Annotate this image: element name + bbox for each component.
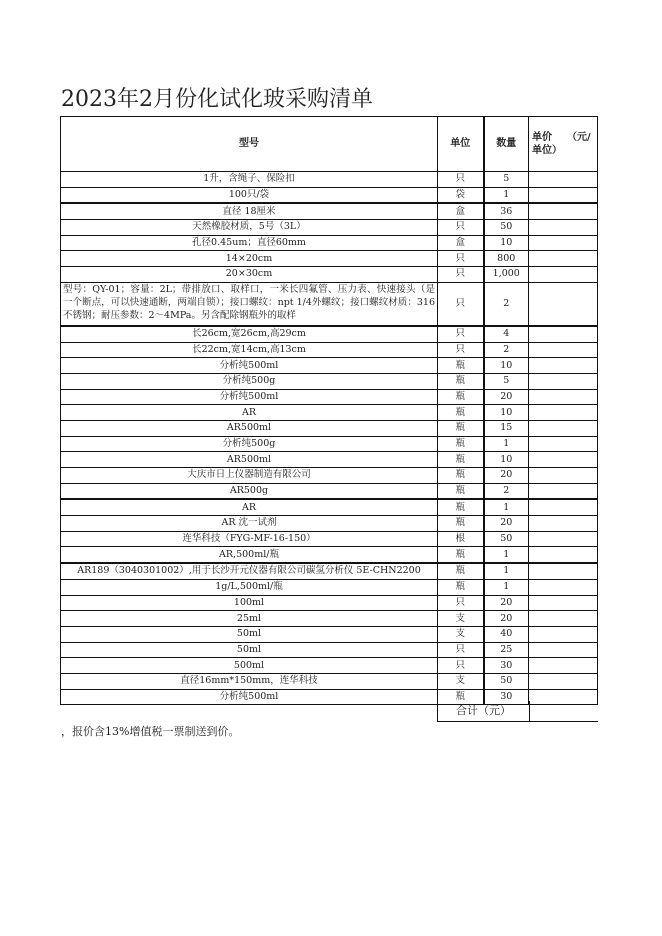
table-row [61,342,598,358]
cell-qty[interactable]: 20 [484,516,529,532]
cell-qty[interactable]: 5 [484,373,529,389]
model-text: AR189（3040301002）,用于长沙开元仪器有限公司碳氢分析仪 5E-CHN2200 [77,565,421,577]
cell-unit[interactable]: 瓶 [438,563,484,579]
model-text: 孔径0.45um；直径60mm [192,237,306,249]
model-text: 分析纯500ml [219,359,279,371]
table-row [61,547,598,563]
cell-unit[interactable]: 只 [438,220,484,236]
cell-qty[interactable]: 10 [484,235,529,251]
cell-model[interactable] [61,611,438,627]
cell-unit[interactable]: 瓶 [438,373,484,389]
cell-unit[interactable]: 瓶 [438,468,484,484]
table-row [61,531,598,547]
model-text: 直径16mm*150mm，连华科技 [180,675,318,687]
table-row [61,611,598,627]
table-row [61,405,598,421]
cell-price[interactable] [529,516,598,532]
cell-qty[interactable]: 30 [484,689,529,705]
cell-model[interactable] [61,595,438,611]
model-text: 分析纯500ml [219,390,279,402]
model-text: 1升，含绳子、保险扣 [203,173,295,185]
cell-unit[interactable]: 瓶 [438,405,484,421]
cell-price[interactable] [529,172,598,188]
model-text: 连华科技（FYG-MF-16-150） [182,533,316,545]
cell-model[interactable] [61,673,438,689]
table-row [61,563,598,579]
cell-qty[interactable]: 20 [484,595,529,611]
table-row [61,626,598,642]
cell-qty[interactable]: 800 [484,251,529,267]
cell-qty[interactable]: 2 [484,483,529,499]
model-text: 500ml [233,659,265,671]
cell-unit[interactable]: 瓶 [438,452,484,468]
model-text: AR [241,501,256,513]
cell-qty[interactable]: 1 [484,547,529,563]
model-text: 100ml [233,596,265,608]
table-row [61,595,598,611]
cell-model[interactable] [61,358,438,374]
cell-unit[interactable]: 支 [438,611,484,627]
model-text: 天然橡胶材质，5号（3L） [192,221,306,233]
cell-qty[interactable]: 4 [484,326,529,342]
table-row [61,358,598,374]
cell-unit[interactable]: 瓶 [438,579,484,595]
cell-price[interactable] [529,658,598,674]
cell-model[interactable] [61,689,438,705]
cell-price[interactable] [529,499,598,515]
cell-model[interactable] [61,420,438,436]
cell-qty[interactable]: 1,000 [484,267,529,283]
cell-qty[interactable]: 5 [484,172,529,188]
model-text: 1g/L,500ml/瓶 [215,581,283,593]
cell-price[interactable] [529,282,598,326]
cell-qty[interactable]: 30 [484,658,529,674]
cell-price[interactable] [529,642,598,658]
model-text: 长22cm,宽14cm,高13cm [192,343,306,355]
cell-unit[interactable]: 瓶 [438,499,484,515]
cell-qty[interactable]: 25 [484,642,529,658]
cell-model[interactable] [61,267,438,283]
cell-qty[interactable]: 15 [484,420,529,436]
cell-qty[interactable]: 20 [484,468,529,484]
cell-price[interactable] [529,373,598,389]
table-row [61,436,598,452]
cell-unit[interactable]: 瓶 [438,436,484,452]
cell-model[interactable] [61,483,438,499]
cell-unit[interactable]: 只 [438,267,484,283]
table-row [61,220,598,236]
purchase-table [60,116,598,705]
table-row [61,499,598,515]
model-text: AR [241,406,256,418]
cell-model[interactable] [61,516,438,532]
cell-qty[interactable]: 10 [484,405,529,421]
cell-model[interactable] [61,326,438,342]
cell-unit[interactable]: 只 [438,282,484,326]
cell-price[interactable] [529,389,598,405]
cell-model[interactable] [61,220,438,236]
model-text: 50ml [236,628,262,640]
model-text: 分析纯500g [222,375,276,387]
model-text: 100只/袋 [228,189,270,201]
cell-qty[interactable]: 50 [484,673,529,689]
header-price: 单价 （元/单位） [529,117,598,172]
table-header [61,117,598,172]
table-row [61,389,598,405]
cell-unit[interactable]: 只 [438,658,484,674]
cell-qty[interactable]: 10 [484,452,529,468]
cell-qty[interactable]: 50 [484,531,529,547]
cell-price[interactable] [529,547,598,563]
model-text: 型号：QY-01；容量：2L；带排放口、取样口，一米长四氟管、压力表、快速接头（是一个断点，可以快速通断，两端自锁）；接口螺纹：npt 1/4外螺纹；接口螺纹材质：316不锈钢；耐压参数：2～4MPa。另含配除钢瓶外的取样 [63,283,435,321]
cell-qty[interactable]: 1 [484,187,529,203]
cell-price[interactable] [529,358,598,374]
cell-qty[interactable]: 1 [484,436,529,452]
cell-qty[interactable]: 40 [484,626,529,642]
cell-qty[interactable]: 1 [484,579,529,595]
cell-unit[interactable]: 瓶 [438,547,484,563]
cell-unit[interactable]: 瓶 [438,483,484,499]
cell-price[interactable] [529,579,598,595]
total-value[interactable] [530,701,598,721]
cell-unit[interactable]: 支 [438,626,484,642]
model-text: 14×20cm [225,252,273,264]
cell-qty[interactable]: 36 [484,203,529,219]
cell-model[interactable] [61,547,438,563]
table-row [61,483,598,499]
total-label: 合计（元） [438,701,530,721]
cell-qty[interactable]: 50 [484,220,529,236]
model-text: 25ml [236,612,262,624]
cell-price[interactable] [529,235,598,251]
cell-unit[interactable]: 盒 [438,235,484,251]
cell-price[interactable] [529,563,598,579]
table-row [61,172,598,188]
table-row [61,373,598,389]
table-row [61,673,598,689]
total-row [437,701,598,722]
cell-model[interactable] [61,342,438,358]
cell-unit[interactable]: 瓶 [438,358,484,374]
cell-model[interactable] [61,251,438,267]
cell-model[interactable] [61,187,438,203]
cell-price[interactable] [529,203,598,219]
table-row [61,658,598,674]
footnote: ，报价含13%增值税一票制送到价。 [61,725,240,738]
cell-model[interactable] [61,405,438,421]
model-text: 大庆市日上仪器制造有限公司 [187,469,311,481]
model-text: 长26cm,宽26cm,高29cm [192,328,306,340]
cell-price[interactable] [529,326,598,342]
cell-model[interactable] [61,531,438,547]
cell-qty[interactable]: 2 [484,282,529,326]
cell-unit[interactable]: 只 [438,326,484,342]
table-row [61,282,598,326]
cell-price[interactable] [529,187,598,203]
table-row [61,235,598,251]
table-row [61,516,598,532]
table-row [61,642,598,658]
model-text: AR,500ml/瓶 [219,548,279,560]
cell-price[interactable] [529,673,598,689]
table-row [61,420,598,436]
model-text: 直径 18厘米 [222,205,276,217]
cell-price[interactable] [529,531,598,547]
cell-unit[interactable]: 瓶 [438,389,484,405]
model-text: 分析纯500g [222,437,276,449]
header-qty: 数量 [484,117,529,172]
table-row [61,187,598,203]
cell-model[interactable] [61,389,438,405]
model-text: AR500ml [226,422,272,434]
cell-unit[interactable]: 根 [438,531,484,547]
model-text: AR500g [229,485,269,497]
cell-price[interactable] [529,267,598,283]
cell-qty[interactable]: 10 [484,358,529,374]
cell-model[interactable] [61,373,438,389]
model-text: AR 沈一试剂 [221,517,277,529]
header-unit: 单位 [438,117,484,172]
cell-price[interactable] [529,405,598,421]
cell-qty[interactable]: 2 [484,342,529,358]
cell-model[interactable] [61,282,438,326]
cell-unit[interactable]: 只 [438,251,484,267]
cell-unit[interactable]: 盒 [438,203,484,219]
cell-model[interactable] [61,468,438,484]
page-title: 2023年2月份化试化玻采购清单 [61,87,373,112]
table-row [61,452,598,468]
cell-model[interactable] [61,172,438,188]
cell-price[interactable] [529,420,598,436]
cell-price[interactable] [529,220,598,236]
table-row [61,203,598,219]
cell-qty[interactable]: 1 [484,499,529,515]
cell-qty[interactable]: 20 [484,389,529,405]
cell-unit[interactable]: 瓶 [438,689,484,705]
cell-price[interactable] [529,251,598,267]
model-text: AR500ml [226,453,272,465]
cell-model[interactable] [61,626,438,642]
table-row [61,326,598,342]
table-row [61,468,598,484]
cell-qty[interactable]: 20 [484,611,529,627]
cell-qty[interactable]: 1 [484,563,529,579]
model-text: 20×30cm [225,268,273,280]
table-row [61,579,598,595]
cell-price[interactable] [529,452,598,468]
cell-model[interactable] [61,436,438,452]
cell-unit[interactable]: 只 [438,642,484,658]
model-text: 分析纯500ml [219,690,279,702]
cell-model[interactable] [61,235,438,251]
cell-price[interactable] [529,436,598,452]
cell-unit[interactable]: 瓶 [438,420,484,436]
cell-price[interactable] [529,626,598,642]
table-row [61,251,598,267]
cell-price[interactable] [529,342,598,358]
table-row [61,267,598,283]
cell-unit[interactable]: 只 [438,172,484,188]
model-text: 50ml [236,643,262,655]
cell-model[interactable] [61,499,438,515]
cell-unit[interactable]: 支 [438,673,484,689]
cell-model[interactable] [61,579,438,595]
cell-model[interactable] [61,452,438,468]
cell-unit[interactable]: 只 [438,595,484,611]
header-model: 型号 [61,117,438,172]
cell-model[interactable] [61,642,438,658]
cell-price[interactable] [529,483,598,499]
cell-price[interactable] [529,595,598,611]
cell-price[interactable] [529,611,598,627]
cell-model[interactable] [61,563,438,579]
cell-unit[interactable]: 袋 [438,187,484,203]
cell-model[interactable] [61,203,438,219]
cell-unit[interactable]: 瓶 [438,516,484,532]
cell-price[interactable] [529,468,598,484]
cell-model[interactable] [61,658,438,674]
cell-unit[interactable]: 只 [438,342,484,358]
